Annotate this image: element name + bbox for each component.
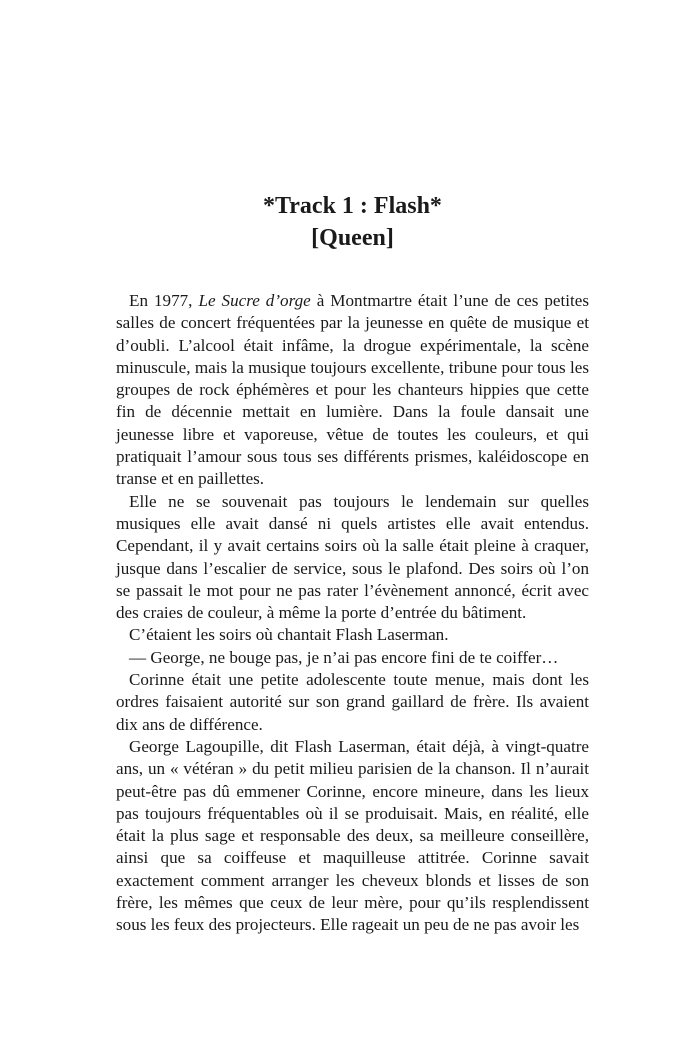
paragraph-2: Elle ne se souvenait pas toujours le lendemain sur quelles musiques elle avait dansé ni quels artistes elle avait entendus. Cependant, il y avait certains soirs où la salle était pleine à craquer, jusque dans l’escalier de service, sous le plafond. Des soirs où l’on se passait le mot pour ne pas rater l’évènement annoncé, écrit avec des craies de couleur, à même la porte d’entrée du bâtiment. <box>116 491 589 623</box>
paragraph-1-start: En 1977, <box>129 291 199 310</box>
chapter-heading <box>116 190 589 254</box>
book-page <box>116 190 589 937</box>
paragraph-1-rest: à Montmartre était l’une de ces petites salles de concert fréquentées par la jeunesse en quête de musique et d’oubli. L’alcool était infâme, la drogue expérimentale, la scène minuscule, mais la musique toujours excellente, tribune pour tous les groupes de rock éphémères et pour les chanteurs hippies que cette fin de décennie mettait en lumière. Dans la foule dansait une jeunesse libre et vaporeuse, vêtue de toutes les couleurs, et qui pratiquait l’amour sous tous ses différents prismes, kaléidoscope en transe et en paillettes. <box>116 291 589 489</box>
paragraph-1 <box>116 290 589 491</box>
paragraph-5: Corinne était une petite adolescente toute menue, mais dont les ordres faisaient autorité sur son grand gaillard de frère. Ils avaient dix ans de différence. <box>116 670 589 734</box>
chapter-subtitle: [Queen] <box>311 225 394 251</box>
paragraph-3: C’étaient les soirs où chantait Flash Laserman. <box>129 625 449 645</box>
dialogue-line: — George, ne bouge pas, je n’ai pas encore fini de te coiffer… <box>129 647 559 667</box>
paragraph-6: George Lagoupille, dit Flash Laserman, était déjà, à vingt-quatre ans, un « vétéran » du petit milieu parisien de la chanson. Il n’aurait peut-être pas dû emmener Corinne, encore mineure, dans les lieux pas toujours fréquentables où il se produisait. Mais, en réalité, elle était la plus sage et responsable des deux, sa meilleure conseillère, ainsi que sa coiffeuse et maquilleuse attitrée. Corinne savait exactement comment arranger les cheveux blonds et lisses de son frère, les mêmes que ceux de leur mère, pour qu’ils resplendissent sous les feux des projecteurs. Elle rageait un peu de ne pas avoir les <box>116 736 589 935</box>
chapter-title: *Track 1 : Flash* <box>263 193 442 219</box>
venue-name: Le Sucre d’orge <box>198 291 311 310</box>
chapter-body <box>116 290 589 937</box>
